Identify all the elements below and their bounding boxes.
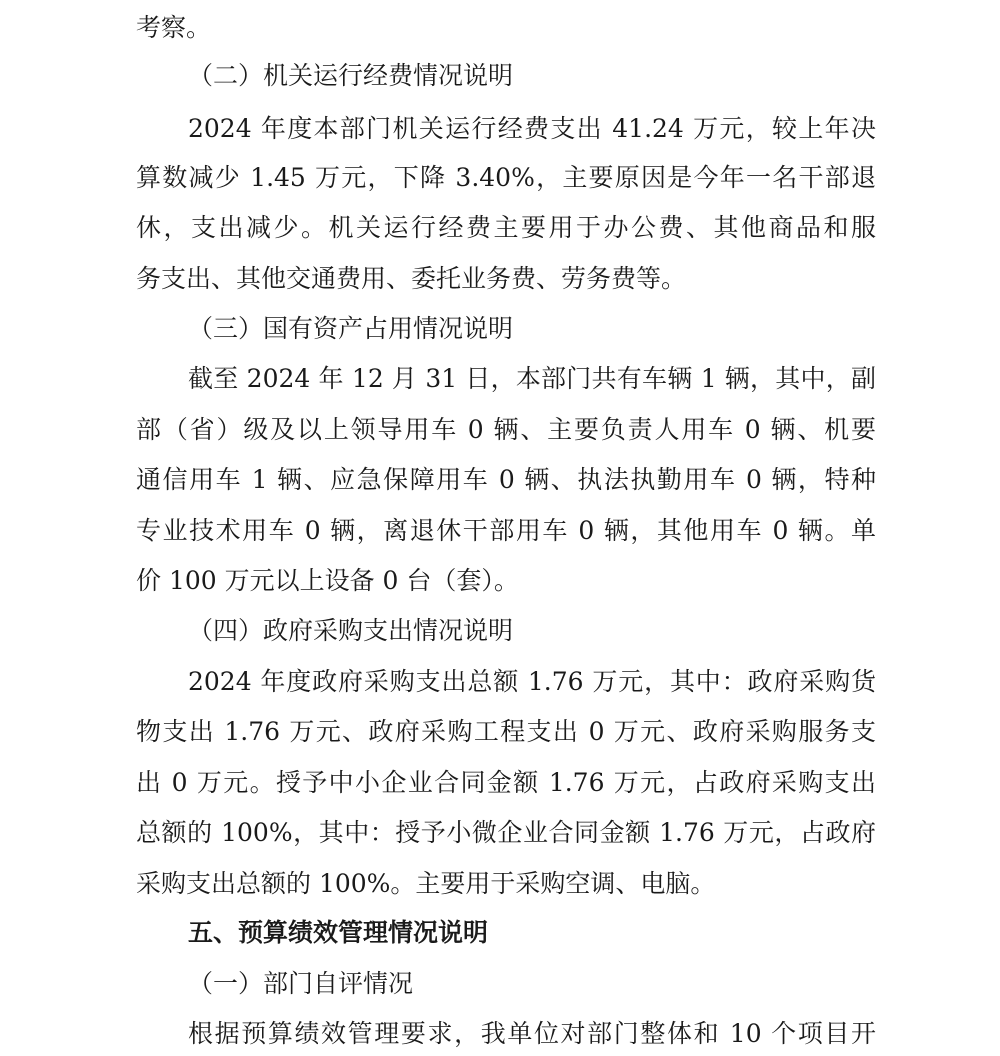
paragraph-line: 截至 2024 年 12 月 31 日，本部门共有车辆 1 辆，其中，副 bbox=[188, 364, 876, 393]
paragraph-line: 2024 年度政府采购支出总额 1.76 万元，其中：政府采购货 bbox=[188, 667, 876, 696]
paragraph-line: 物支出 1.76 万元、政府采购工程支出 0 万元、政府采购服务支 bbox=[136, 717, 876, 746]
paragraph-line: 采购支出总额的 100%。主要用于采购空调、电脑。 bbox=[136, 869, 716, 898]
section-heading-2: （二）机关运行经费情况说明 bbox=[188, 61, 514, 90]
paragraph-line: 出 0 万元。授予中小企业合同金额 1.76 万元，占政府采购支出 bbox=[136, 768, 876, 797]
paragraph-line: 2024 年度本部门机关运行经费支出 41.24 万元，较上年决 bbox=[188, 114, 876, 143]
section-heading-4: （四）政府采购支出情况说明 bbox=[188, 616, 514, 645]
paragraph-line: 休，支出减少。机关运行经费主要用于办公费、其他商品和服 bbox=[136, 213, 876, 242]
paragraph-line: 根据预算绩效管理要求，我单位对部门整体和 10 个项目开 bbox=[188, 1019, 876, 1048]
paragraph-line: 专业技术用车 0 辆，离退休干部用车 0 辆，其他用车 0 辆。单 bbox=[136, 516, 876, 545]
paragraph-line: 通信用车 1 辆、应急保障用车 0 辆、执法执勤用车 0 辆，特种 bbox=[136, 465, 876, 494]
paragraph-line: 部（省）级及以上领导用车 0 辆、主要负责人用车 0 辆、机要 bbox=[136, 415, 876, 444]
paragraph-line: 总额的 100%，其中：授予小微企业合同金额 1.76 万元，占政府 bbox=[136, 818, 876, 847]
paragraph-line: 算数减少 1.45 万元，下降 3.40%，主要原因是今年一名干部退 bbox=[136, 163, 876, 192]
subsection-heading: （一）部门自评情况 bbox=[188, 969, 414, 998]
paragraph-line: 价 100 万元以上设备 0 台（套）。 bbox=[136, 566, 519, 595]
section-heading-3: （三）国有资产占用情况说明 bbox=[188, 314, 514, 343]
paragraph-line: 考察。 bbox=[136, 13, 212, 42]
section-heading-5: 五、预算绩效管理情况说明 bbox=[188, 918, 489, 947]
paragraph-line: 务支出、其他交通费用、委托业务费、劳务费等。 bbox=[136, 264, 687, 293]
